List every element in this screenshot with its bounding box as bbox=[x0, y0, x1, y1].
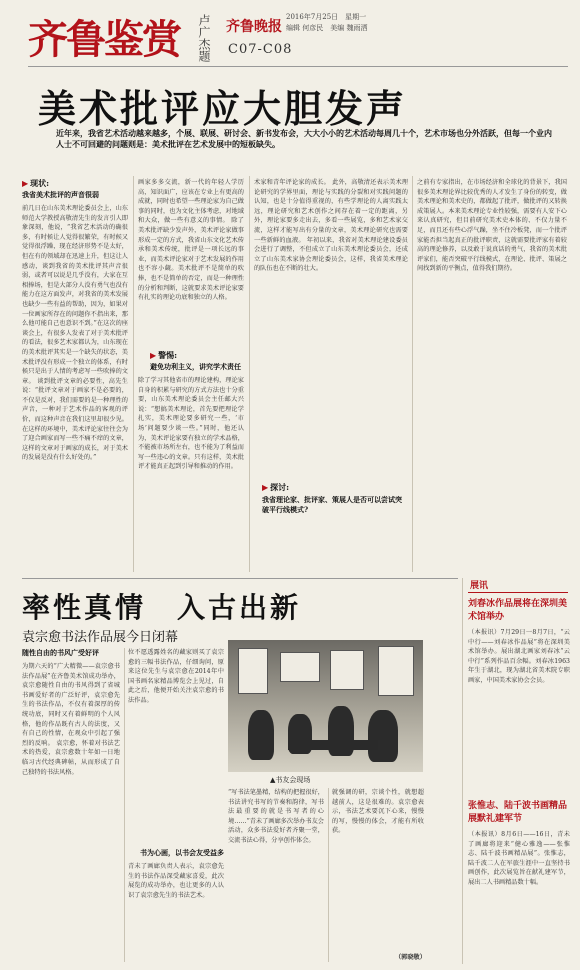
article2-col1-body: 为期六天的“广大精微——袁宗愈书法作品展”在齐鲁美术馆成功举办，袁宗愈随性自由的书风得到了省城书画爱好者的广泛好评，袁宗愈先生的书法作品，不仅有着深厚的传统功底，同时又有着鲜明的个人风格，他的作品既有古人的法度，又有自己的性情，在观众中引起了强烈的反响。 袁宗愈，怀着对书法艺术的热爱，袁宗愈数十年如一日地临习古代经典碑帖，从而形成了自己独特的书法风格。 bbox=[22, 663, 120, 776]
column-divider bbox=[124, 648, 125, 962]
col1-section-label: ▶ 现状: bbox=[22, 178, 50, 188]
section-logo: 齐鲁鉴赏 bbox=[28, 16, 180, 63]
issue-date: 2016年7月25日 星期一 bbox=[286, 13, 367, 21]
person-figure bbox=[368, 710, 398, 762]
calligraphy-scroll bbox=[238, 648, 268, 694]
col1-body: 前几日在山东美术理论委员会上，山东师范大学教授高敬清先生的发言引人即象深刻，他说，“我省艺术活动的确很多，有时候让人觉得很繁荣，有时候又觉得很浮躁，现在经济形势不是太好，但在有的领域却在迅速上升，但这让人感动，谈到我省的美术批评其声音很弱，或者可以说是几乎没有，大家在互相捧场，但是大部分人没有勇气也没有能力在这方面发声，对我省的美术发展也缺少一些有益的帮助，因为，如果对一位画家所存在的问题你不指出来，那么他可能自己也意识不到。”在这次的座谈会上，有很多人发表了对于美术批评的看法，很多艺术家都认为，山东现在的美术批评其实是一个缺失的状态，美术批评没有形成一个独立的体系，有时候只是出于人情的考虑写一些吹捧的文章。 谈到批评文章的必要性，高先生说：“批评文章对于画家不是必要的，不仅是反对，我们需要的是一种理性的声音，一种对于艺术作品的客观的评价，而这种声音在我们这里却很少见。在这样的环境中，美术评论家往往会为了迎合画家而写一些不痛不痒的文章，这样的文章对于画家的成长，对于美术的发展是没有什么好处的。” bbox=[22, 205, 128, 462]
article2-headline: 率性真情 入古出新 bbox=[22, 591, 302, 624]
article2-col3-body: “写书法笔墨精，结构的把握很好，书法讲究书写的节奏和韵律，写书法最重要的就是书写者的心境……”青未了画廊多次举办书友会活动，众多书法爱好者齐聚一堂，交流书法心得，分享创作体会。 bbox=[228, 789, 324, 844]
sidebar-item1-title: 刘春冰作品展将在深圳美术馆举办 bbox=[468, 599, 568, 622]
issue-editors: 编辑 何彦民 美编 魏雨洒 bbox=[286, 24, 368, 32]
photo-table bbox=[288, 740, 378, 750]
masthead bbox=[28, 6, 568, 68]
section-divider bbox=[22, 578, 458, 579]
sidebar-item2-body: （本报讯）8月6日——16日，青未了画廊将迎来“健心雅逸——张惟志、陆千波书画精品展”。张惟志，陆千波二人在军旅生涯中一直坚持书画创作，此次展览旨在献礼建军节，展出二人书画精品数十幅。 bbox=[468, 831, 570, 886]
col3-section-title: 我省理论家、批评家、策展人是否可以尝试突破平行线模式? bbox=[262, 495, 402, 514]
col4-body: 之前有专家指出，在市场经济和全球化的背景下，我国很多美术理论界比较优秀的人才发生了身份的转变，做美术理论和美术史的，都做起了批评，做批评的又转换成策展人。本来美术理论专业性较强，需要有人安下心来认真研究，但目前研究美术史本体的、不仅力量不足，而且还有些心浮气躁，坐不住冷板凳，而一个批评家能否担当起真正的批评职责，这就需要批评家有着较高的理论修养，以及敢于说真话的勇气，我省的美术批评家们，能否突破平行线模式，在理论、批评、策展之间找到新的平衡点，值得我们期待。 bbox=[417, 179, 567, 273]
column-divider bbox=[412, 176, 413, 572]
photo-caption: ▲书友会现场 bbox=[270, 776, 311, 784]
logo-signature: 卢广杰题 bbox=[197, 14, 211, 62]
col3-body: 术家和青年评论家的成长。 此外，高敬清还表示美术理论研究的学界里面，理论与实践的分裂和对实践问题的认知，也是十分值得重视的，有些学理论的人离实践太远，理论研究和艺术创作之间存在着一定的距离，另外，理论家要多走出去，多看一些展览，多和艺术家交流，这样才能写出有分量的文章，美术理论研究也需要一些新鲜的血液。 年初以来，我省对美术理论建设委员会进行了调整，不但成立了山东美术理论委员会，还成立了山东美术家协会理论委员会，这样，我省美术理论的队伍也在不断的壮大。 bbox=[254, 179, 408, 273]
person-figure bbox=[248, 710, 274, 760]
col1-section-title: 我省美术批评的声音很弱 bbox=[22, 190, 99, 199]
arrow-icon: ▶ bbox=[22, 178, 29, 188]
article2-col2-title: 书为心画，以书会友受益多 bbox=[140, 848, 224, 857]
col2-section-title: 避免功利主义，讲究学术责任 bbox=[150, 362, 241, 371]
article1-lede: 近年来，我省艺术活动越来越多，个展、联展、研讨会、新书发布会，大大小小的艺术活动每周几十个，艺术市场也分外活跃，但每一个业内人士不可回避的问题则是：美术批评在艺术发展中的短板缺失。 bbox=[56, 128, 552, 149]
sidebar-divider bbox=[462, 578, 463, 964]
calligraphy-scroll bbox=[330, 650, 364, 690]
column-divider bbox=[249, 176, 250, 572]
page-numbers: C07-C08 bbox=[228, 42, 293, 57]
article2-col2-body-lower: 青未了画廊负责人表示，袁宗愈先生的书法作品深受藏家喜爱，此次展览的成功举办，也让更多的人认识了袁宗愈先生的书法艺术。 bbox=[128, 863, 224, 899]
col2-body: 画家多多交流，新一代的年轻人学历高，知识面广，应该在专业上有更高的成就，同时也希望一些理论家为自己做事的同时，也为文化主体考虑，对地域和大众，做一些有意义的事情。 除了美术批评缺少发声外，美术评论家做事形成一定的方式，我省山东文化艺术传承和美术传统，批评是一项长远的事业，而美术评论家对于艺术发展的作用也不容小觑。美术批评不是简单的吹捧，也不是简单的否定，而是一种理性的分析和判断，这就要求美术评论家要有扎实的理论功底和独立的人格。 bbox=[138, 179, 244, 302]
sidebar-item1-body: （本报讯）7月29日一8月7日，“云中行——刘春冰作品展”将在深圳美术馆举办。展出湖北画家刘春冰“云中行”系列作品百余幅。刘春冰1963年生于湖北，现为湖北省美术院专职画家，中国美术家协会会员。 bbox=[468, 629, 570, 684]
sidebar-item2-title: 张惟志、陆千波书画精品展默礼建军节 bbox=[468, 801, 568, 824]
article2-subhead: 袁宗愈书法作品展今日闭幕 bbox=[22, 630, 179, 645]
column-divider bbox=[133, 176, 134, 572]
article2-col4-body: 就强调的研，宗谈个性，就想超越前人，这是很难的。袁宗愈表示，书法艺术要沉下心来，慢慢的写，慢慢的体会，才能有所收获。 bbox=[332, 789, 424, 835]
newspaper-brand: 齐鲁晚报 bbox=[226, 19, 282, 35]
col2-section-label: ▶ 警惕: bbox=[150, 350, 178, 360]
col3-section-label: ▶ 探讨: bbox=[262, 482, 290, 492]
col2-body-lower: 除了学习其他省市的理论建构，理论家自身的积累与研究的方式方法也十分重要，山东美术理论委员会主任邮大兴说：“想搞美术理论，首先要把理论学扎实，美术理论要多研究一些，‘市场’问题要少谈一些。”同时，他还认为，美术评论家要有独立的学术品格，不能被市场所左右，也不能为了利益而写一些违心的文章。只有这样，美术批评才能真正起到引导和推动的作用。 bbox=[138, 377, 244, 471]
masthead-divider bbox=[28, 66, 568, 67]
event-photo bbox=[228, 640, 423, 772]
article2-col2-body: 位不愿透露姓名的藏家则买了袁宗愈的三幅书法作品，仔细询问，原来这位先生与袁宗愈在2014年中国书画名家精品博览会上见过，自此之后，他便开始关注袁宗愈的书法作品。 bbox=[128, 649, 224, 704]
arrow-icon: ▶ bbox=[150, 350, 157, 360]
article2-reporter: （郭晓敬） bbox=[395, 954, 426, 961]
column-divider bbox=[328, 788, 329, 962]
article2-col1-title: 随性自由的书风广受好评 bbox=[22, 648, 99, 657]
article1-headline: 美术批评应大胆发声 bbox=[38, 86, 408, 131]
calligraphy-scroll bbox=[378, 646, 414, 696]
arrow-icon: ▶ bbox=[262, 482, 269, 492]
sidebar-rule bbox=[468, 592, 568, 593]
sidebar-tag: 展讯 bbox=[470, 581, 489, 591]
calligraphy-scroll bbox=[280, 652, 320, 682]
issue-meta bbox=[286, 12, 367, 34]
